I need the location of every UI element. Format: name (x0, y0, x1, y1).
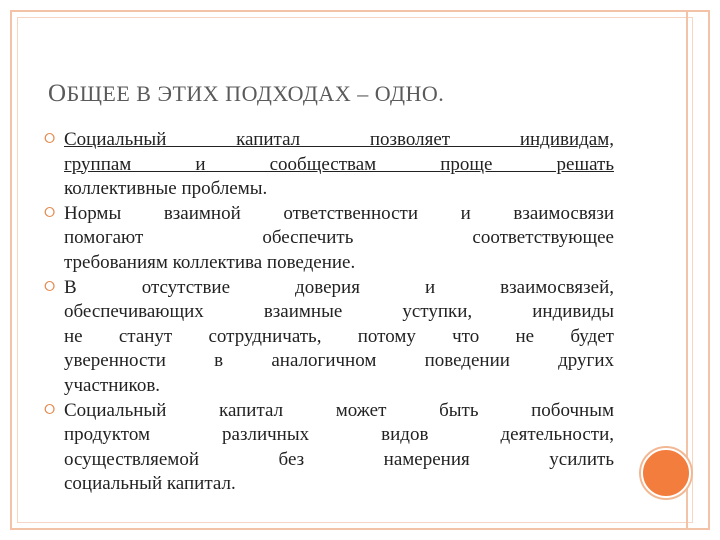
bullet-item-2 (44, 202, 614, 276)
bullet-line: осуществляемой без намерения усилить (64, 448, 614, 470)
slide-title (48, 80, 444, 108)
bullet-line: требованиям коллектива поведение. (64, 251, 356, 273)
bullet-line: В отсутствие доверия и взаимосвязей, (64, 276, 614, 298)
ring-bullet-icon: ⭘ (44, 278, 56, 295)
bullet-line: уверенности в аналогичном поведении других (64, 350, 614, 372)
bullet-line: продуктом различных видов деятельности, (64, 424, 614, 446)
bullet-line: участников. (64, 374, 161, 396)
bullet-item-1 (44, 128, 614, 202)
ring-bullet-icon: ⭘ (44, 131, 56, 147)
bullet-line: Социальный капитал может быть побочным (64, 399, 614, 421)
bullet-item-3 (44, 276, 614, 399)
slide-title-text: БЩЕЕ В ЭТИХ ПОДХОДАХ – ОДНО. (66, 81, 445, 106)
bullet-line: социальный капитал. (64, 473, 236, 495)
ring-bullet-icon: ⭘ (44, 401, 56, 418)
bullet-line: коллективные проблемы. (64, 178, 268, 200)
bullet-line: группам и сообществам проще решать (64, 153, 614, 175)
slide-title-initial: О (48, 80, 67, 107)
orange-circle-decoration (641, 448, 691, 498)
bullet-line: не станут сотрудничать, потому что не будет (64, 325, 614, 347)
slide-side-line (686, 10, 688, 530)
bullet-line: Нормы взаимной ответственности и взаимосвязи (64, 202, 614, 224)
bullet-line: Социальный капитал позволяет индивидам, (64, 129, 614, 150)
ring-bullet-icon: ⭘ (44, 204, 56, 221)
bullet-list (44, 128, 614, 497)
bullet-line: помогают обеспечить соответствующее (64, 227, 614, 249)
bullet-line: обеспечивающих взаимные уступки, индивиды (64, 301, 614, 323)
bullet-item-4 (44, 399, 614, 497)
